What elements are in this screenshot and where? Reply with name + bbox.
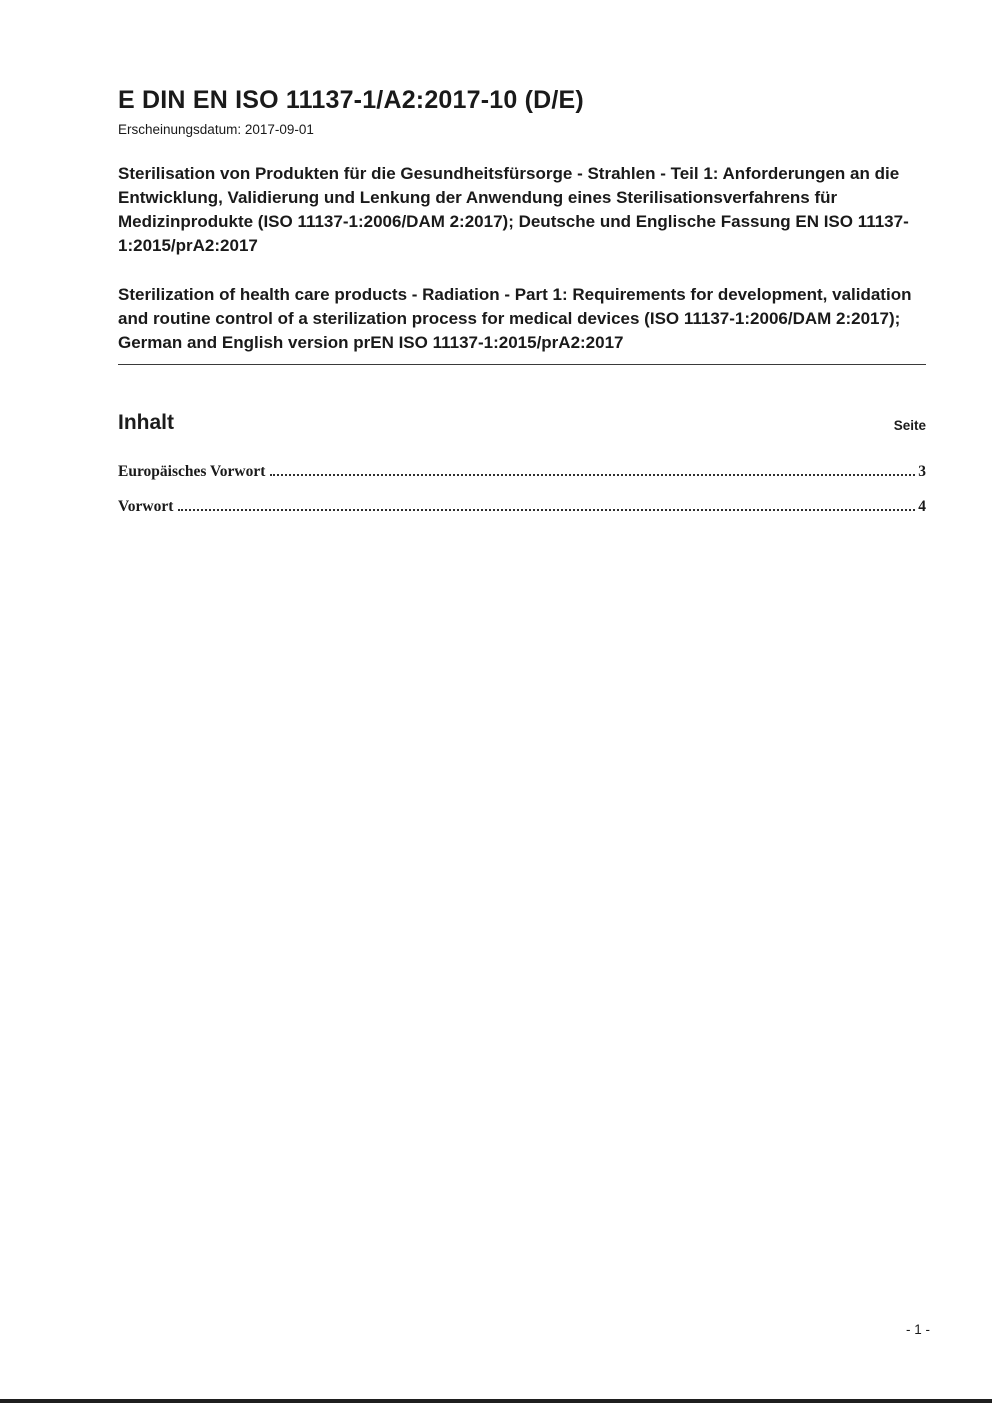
publication-date: Erscheinungsdatum: 2017-09-01 [118,122,314,137]
german-standard-title: Sterilisation von Produkten für die Gesundheitsfürsorge - Strahlen - Teil 1: Anforderungen an die Entwicklung, Validierung und Lenkung der Anwendung eines Sterilisationsverfahrens für Medizinprodukte (ISO 11137-1:2006/DAM 2:2017); Deutsche und Englische Fassung EN ISO 11137-1:2015/prA2:2017 [118,164,909,255]
toc-entry-label: Europäisches Vorwort [118,463,266,480]
toc-entry [118,498,926,516]
toc-entry-label: Vorwort [118,498,174,515]
toc-header [118,411,926,435]
toc-entries [118,463,926,516]
toc-dot-leader [178,509,915,511]
toc-entry-page-number: 4 [918,498,926,515]
toc-heading: Inhalt [118,411,174,434]
toc-entry [118,463,926,481]
title-divider [118,364,926,365]
page-number-footer: - 1 - [905,1322,930,1337]
page-content [118,86,926,516]
toc-entry-page-number: 3 [918,463,926,480]
toc-dot-leader [270,474,915,476]
toc-page-column-label: Seite [893,418,926,433]
english-standard-title: Sterilization of health care products - Radiation - Part 1: Requirements for development, validation and routine control of a sterilization process for medical devices (ISO 11137-1:2006/DAM 2:2017); German and English version prEN ISO 11137-1:2015/prA2:2017 [118,285,912,352]
document-title: E DIN EN ISO 11137-1/A2:2017-10 (D/E) [118,86,584,114]
